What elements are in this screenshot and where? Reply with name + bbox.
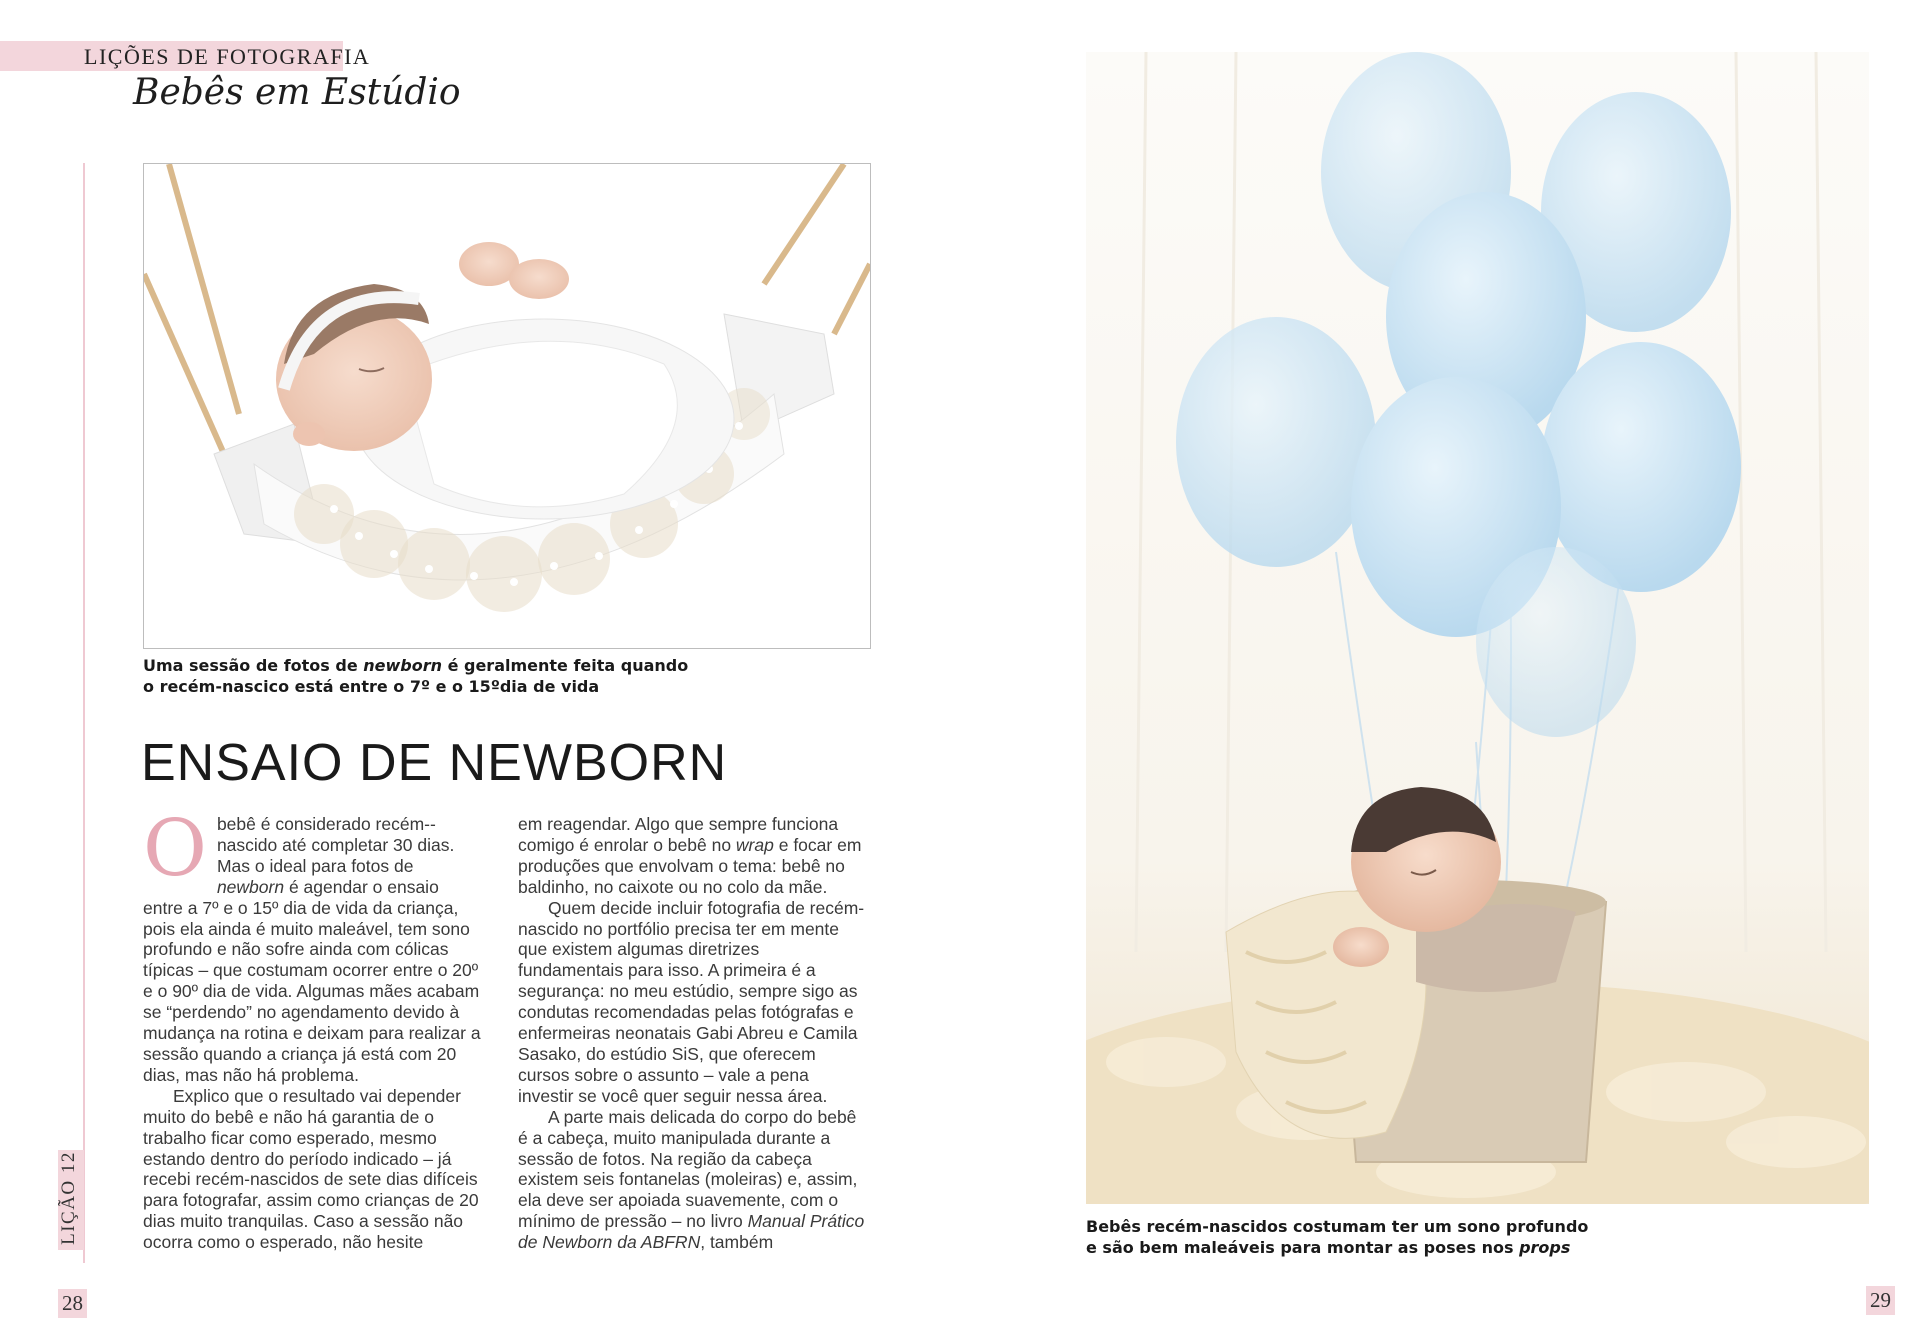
page-number-right: 29 — [1866, 1286, 1895, 1315]
newborn-balloons-illustration — [1086, 52, 1869, 1204]
drop-cap: O — [143, 804, 207, 894]
photo1-caption: Uma sessão de fotos de newborn é geralmente feita quando o recém-nascico está entre o 7º e o 15ºdia de vida — [143, 656, 689, 696]
article-column-1: Obebê é considerado recém--nascido até completar 30 dias. Mas o ideal para fotos de newborn é agendar o ensaio entre a 7º e o 15º dia de vida da criança, pois ela ainda é muito maleável, tem sono profundo e não sofre ainda com cólicas típicas – que costumam ocorrer entre o 20º e o 90º dia de vida. Algumas mães acabam se “perdendo” no agendamento devido à mudança na rotina e deixam para realizar a sessão quando a criança já está com 20 dias, mas não há problema. Explico que o resultado vai depender muito do bebê e não há garantia de o trabalho ficar como esperado, mesmo estando dentro do período indicado – já recebi recém-nascidos de sete dias difíceis para fotografar, assim como crianças de 20 dias muito tranquilas. Caso a sessão não ocorra como o esperado, não hesite — [143, 804, 481, 1253]
newborn-balloons-photo — [1086, 52, 1869, 1204]
lesson-label: LIÇÃO 12 — [58, 1151, 79, 1245]
section-label: LIÇÕES DE FOTOGRAFIA — [84, 44, 371, 69]
newborn-hammock-illustration — [144, 164, 870, 648]
page-number-left: 28 — [58, 1289, 87, 1318]
margin-rule — [83, 163, 85, 1263]
photo2-caption: Bebês recém-nascidos costumam ter um sono profundo e são bem maleáveis para montar as poses nos props — [1086, 1217, 1589, 1257]
article-heading: ENSAIO DE NEWBORN — [141, 734, 728, 792]
newborn-hammock-photo — [143, 163, 871, 649]
article-column-2: em reagendar. Algo que sempre funciona comigo é enrolar o bebê no wrap e focar em produções que envolvam o tema: bebê no baldinho, no caixote ou no colo da mãe. Quem decide incluir fotografia de recém-nascido no portfólio precisa ter em mente que existem algumas diretrizes fundamentais para isso. A primeira é a segurança: no meu estúdio, sempre sigo as condutas recomendadas pelas fotógrafas e enfermeiras neonatais Gabi Abreu e Camila Sasako, do estúdio SiS, que oferecem cursos sobre o assunto – vale a pena investir se você quer seguir nessa área. A parte mais delicada do corpo do bebê é a cabeça, muito manipulada durante a sessão de fotos. Na região da cabeça existem seis fontanelas (moleiras) e, assim, ela deve ser apoiada suavemente, com o mínimo de pressão – no livro Manual Prático de Newborn da ABFRN, também — [518, 814, 865, 1253]
page-subtitle: Bebês em Estúdio — [133, 72, 461, 113]
